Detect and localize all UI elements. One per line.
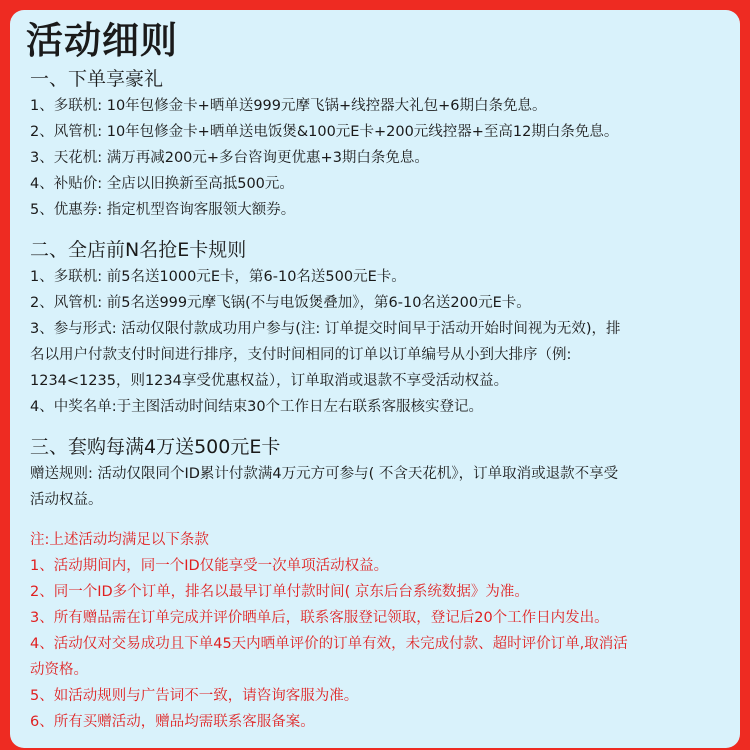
rule-line: 1、多联机: 10年包修金卡+晒单送999元摩飞锅+线控器大礼包+6期白条免息。 [30, 98, 547, 114]
rule-line: 赠送规则: 活动仅限同个ID累计付款满4万元方可参与( 不含天花机》，订单取消或退款不享受 [30, 466, 619, 482]
page-title: 活动细则 [26, 19, 178, 62]
section-bundle [30, 434, 726, 513]
section-heading: 一、下单享豪礼 [30, 68, 164, 90]
section-notes [30, 527, 726, 735]
note-line: 5、如活动规则与广告词不一致，请咨询客服为准。 [30, 688, 359, 704]
rule-line: 5、优惠券: 指定机型咨询客服领大额券。 [30, 202, 296, 218]
rule-line: 4、中奖名单:于主图活动时间结束30个工作日左右联系客服核实登记。 [30, 399, 484, 415]
note-line: 2、同一个ID多个订单，排名以最早订单付款时间( 京东后台系统数据》为准。 [30, 584, 529, 600]
rule-line: 3、天花机: 满万再减200元+多台咨询更优惠+3期白条免息。 [30, 150, 429, 166]
rule-line: 3、参与形式: 活动仅限付款成功用户参与(注: 订单提交时间早于活动开始时间视为无效)，排 [30, 321, 621, 337]
notes-heading: 注:上述活动均满足以下条款 [30, 532, 209, 548]
rule-line: 1、多联机: 前5名送1000元E卡，第6-10名送500元E卡。 [30, 269, 406, 285]
section-gifts [30, 66, 726, 223]
rule-line: 2、风管机: 10年包修金卡+晒单送电饭煲&100元E卡+200元线控器+至高12期白条免息。 [30, 124, 619, 140]
note-line: 1、活动期间内，同一个ID仅能享受一次单项活动权益。 [30, 558, 389, 574]
note-line: 动资格。 [30, 662, 88, 678]
rules-panel [10, 10, 740, 748]
rule-line: 1234<1235，则1234享受优惠权益），订单取消或退款不享受活动权益。 [30, 373, 509, 389]
section-heading: 二、全店前N名抢E卡规则 [30, 239, 247, 261]
rule-line: 4、补贴价: 全店以旧换新至高抵500元。 [30, 176, 294, 192]
rule-line: 活动权益。 [30, 492, 103, 508]
rule-line: 2、风管机: 前5名送999元摩飞锅(不与电饭煲叠加》，第6-10名送200元E卡。 [30, 295, 531, 311]
section-heading: 三、套购每满4万送500元E卡 [30, 436, 281, 458]
note-line: 3、所有赠品需在订单完成并评价晒单后，联系客服登记领取，登记后20个工作日内发出。 [30, 610, 609, 626]
note-line: 6、所有买赠活动，赠品均需联系客服备案。 [30, 714, 315, 730]
section-ecard-ranking [30, 237, 726, 420]
rule-line: 名以用户付款支付时间进行排序，支付时间相同的订单以订单编号从小到大排序（例: [30, 347, 572, 363]
note-line: 4、活动仅对交易成功且下单45天内晒单评价的订单有效，未完成付款、超时评价订单,取消活 [30, 636, 628, 652]
